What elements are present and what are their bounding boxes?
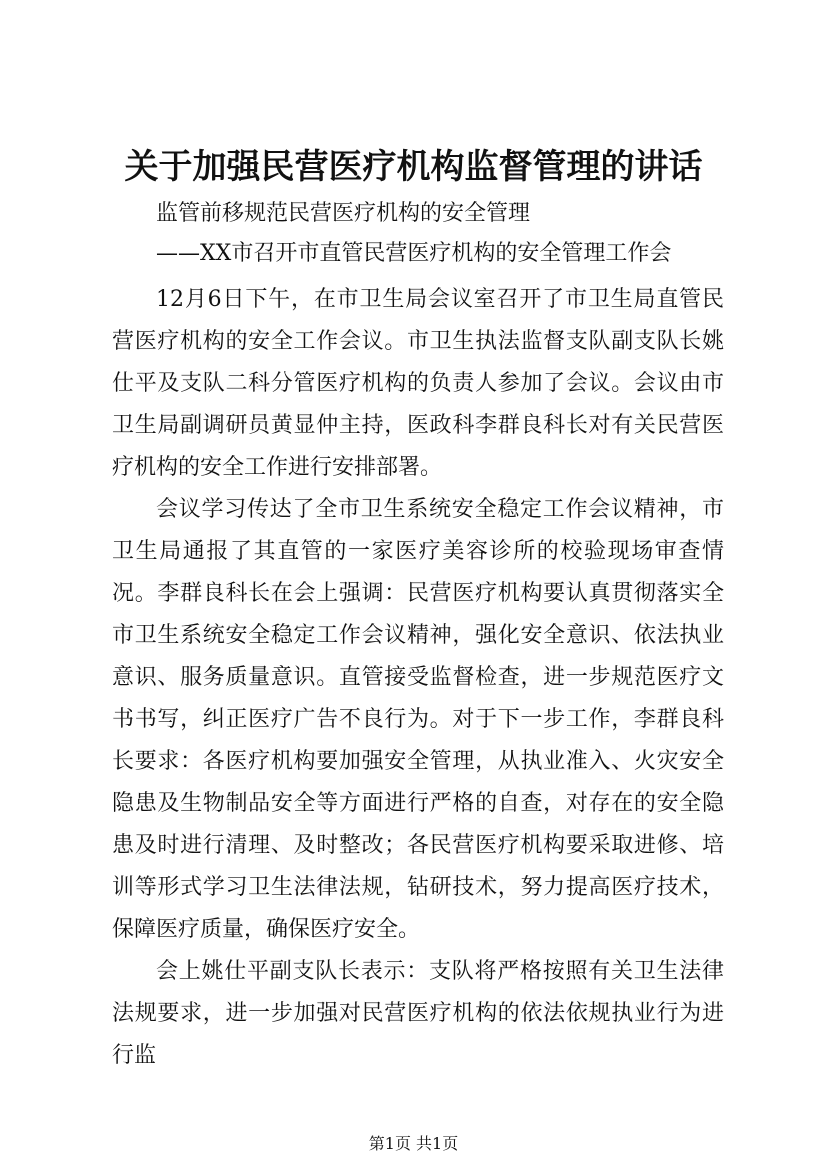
document-body [112,279,724,1077]
paragraph-2: 会议学习传达了全市卫生系统安全稳定工作会议精神，市卫生局通报了其直管的一家医疗美容诊所的校验现场审查情况。李群良科长在会上强调：民营医疗机构要认真贯彻落实全市卫生系统安全稳定工作会议精神，强化安全意识、依法执业意识、服务质量意识。直管接受监督检查，进一步规范医疗文书书写，纠正医疗广告不良行为。对于下一步工作，李群良科长要求：各医疗机构要加强安全管理，从执业准入、火灾安全隐患及生物制品安全等方面进行严格的自查，对存在的安全隐患及时进行清理、及时整改；各民营医疗机构要采取进修、培训等形式学习卫生法律法规，钻研技术，努力提高医疗技术，保障医疗质量，确保医疗安全。 [112,497,724,942]
page-footer: 第1页 共1页 [368,1134,459,1153]
document-subtitle: 监管前移规范民营医疗机构的安全管理 [156,201,531,226]
document-title: 关于加强民营医疗机构监督管理的讲话 [124,147,703,187]
paragraph-3: 会上姚仕平副支队长表示：支队将严格按照有关卫生法律法规要求，进一步加强对民营医疗机构的依法依规执业行为进行监 [112,959,724,1068]
paragraph-1: 12月6日下午，在市卫生局会议室召开了市卫生局直管民营医疗机构的安全工作会议。市卫生执法监督支队副支队长姚仕平及支队二科分管医疗机构的负责人参加了会议。会议由市卫生局副调研员黄显仲主持，医政科李群良科长对有关民营医疗机构的安全工作进行安排部署。 [112,287,724,480]
document-subtitle-secondary: ——XX市召开市直管民营医疗机构的安全管理工作会 [156,241,672,266]
